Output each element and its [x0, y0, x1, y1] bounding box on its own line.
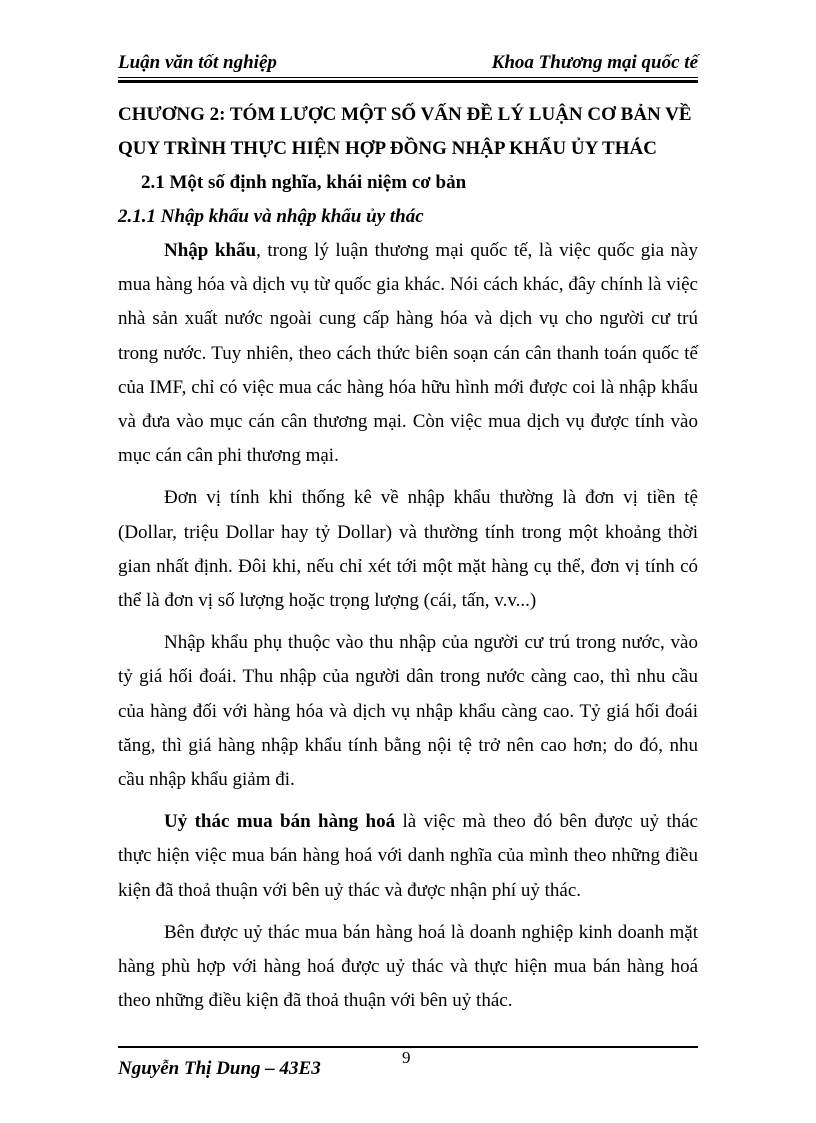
- paragraph-import-definition: [118, 234, 698, 473]
- term-import: Nhập khẩu: [164, 240, 257, 261]
- header-divider-thick: [118, 80, 698, 83]
- paragraph-entrustment-definition: [118, 805, 698, 908]
- page-content: [118, 98, 698, 1018]
- footer-author: Nguyễn Thị Dung – 43E3: [118, 1058, 321, 1079]
- page-footer: [118, 1046, 698, 1086]
- paragraph-import-text: , trong lý luận thương mại quốc tế, là việc quốc gia này mua hàng hóa và dịch vụ từ quốc gia khác. Nói cách khác, đây chính là việc nhà sản xuất nước ngoài cung cấp hàng hóa và dịch vụ cho người cư trú trong nước. Tuy nhiên, theo cách thức biên soạn cán cân thanh toán quốc tế của IMF, chỉ có việc mua các hàng hóa hữu hình mới được coi là nhập khẩu và đưa vào mục cán cân thương mại. Còn việc mua dịch vụ được tính vào mục cán cân phi thương mại.: [118, 240, 698, 467]
- paragraph-entrusted-party: Bên được uỷ thác mua bán hàng hoá là doanh nghiệp kinh doanh mặt hàng phù hợp với hàng hoá được uỷ thác và thực hiện mua bán hàng hoá theo những điều kiện đã thoả thuận với bên uỷ thác.: [118, 921, 698, 1012]
- term-entrustment: Uỷ thác mua bán hàng hoá: [164, 811, 396, 833]
- paragraph-unit-of-measure: Đơn vị tính khi thống kê về nhập khẩu thường là đơn vị tiền tệ (Dollar, triệu Dollar hay tỷ Dollar) và thường tính trong một khoảng thời gian nhất định. Đôi khi, nếu chỉ xét tới một mặt hàng cụ thể, đơn vị tính có thể là đơn vị số lượng hoặc trọng lượng (cái, tấn, v.v...): [118, 487, 698, 612]
- header-faculty-label: Khoa Thương mại quốc tế: [491, 52, 698, 73]
- paragraph-entrustment-text: là việc mà theo đó bên được uỷ thác thực hiện việc mua bán hàng hoá với danh nghĩa của mình theo những điều kiện đã thoả thuận với bên uỷ thác và được nhận phí uỷ thác.: [118, 811, 698, 901]
- section-heading: 2.1 Một số định nghĩa, khái niệm cơ bản: [141, 172, 467, 193]
- header-divider: [118, 77, 698, 78]
- paragraph-import-factors: Nhập khẩu phụ thuộc vào thu nhập của người cư trú trong nước, vào tỷ giá hối đoái. Thu nhập của người dân trong nước càng cao, thì nhu cầu của hàng đối với hàng hóa và dịch vụ nhập khẩu càng cao. Tỷ giá hối đoái tăng, thì giá hàng nhập khẩu tính bằng nội tệ trở nên cao hơn; do đó, nhu cầu nhập khẩu giảm đi.: [118, 632, 698, 791]
- chapter-title-line-2: QUY TRÌNH THỰC HIỆN HỢP ĐỒNG NHẬP KHẨU ỦY THÁC: [118, 138, 657, 159]
- chapter-title-line-1: CHƯƠNG 2: TÓM LƯỢC MỘT SỐ VẤN ĐỀ LÝ LUẬN CƠ BẢN VỀ: [118, 104, 692, 125]
- page-number: 9: [402, 1048, 411, 1067]
- header-thesis-label: Luận văn tốt nghiệp: [118, 52, 277, 73]
- page-header: [118, 50, 698, 80]
- subsection-heading: 2.1.1 Nhập khẩu và nhập khẩu ủy thác: [118, 206, 424, 227]
